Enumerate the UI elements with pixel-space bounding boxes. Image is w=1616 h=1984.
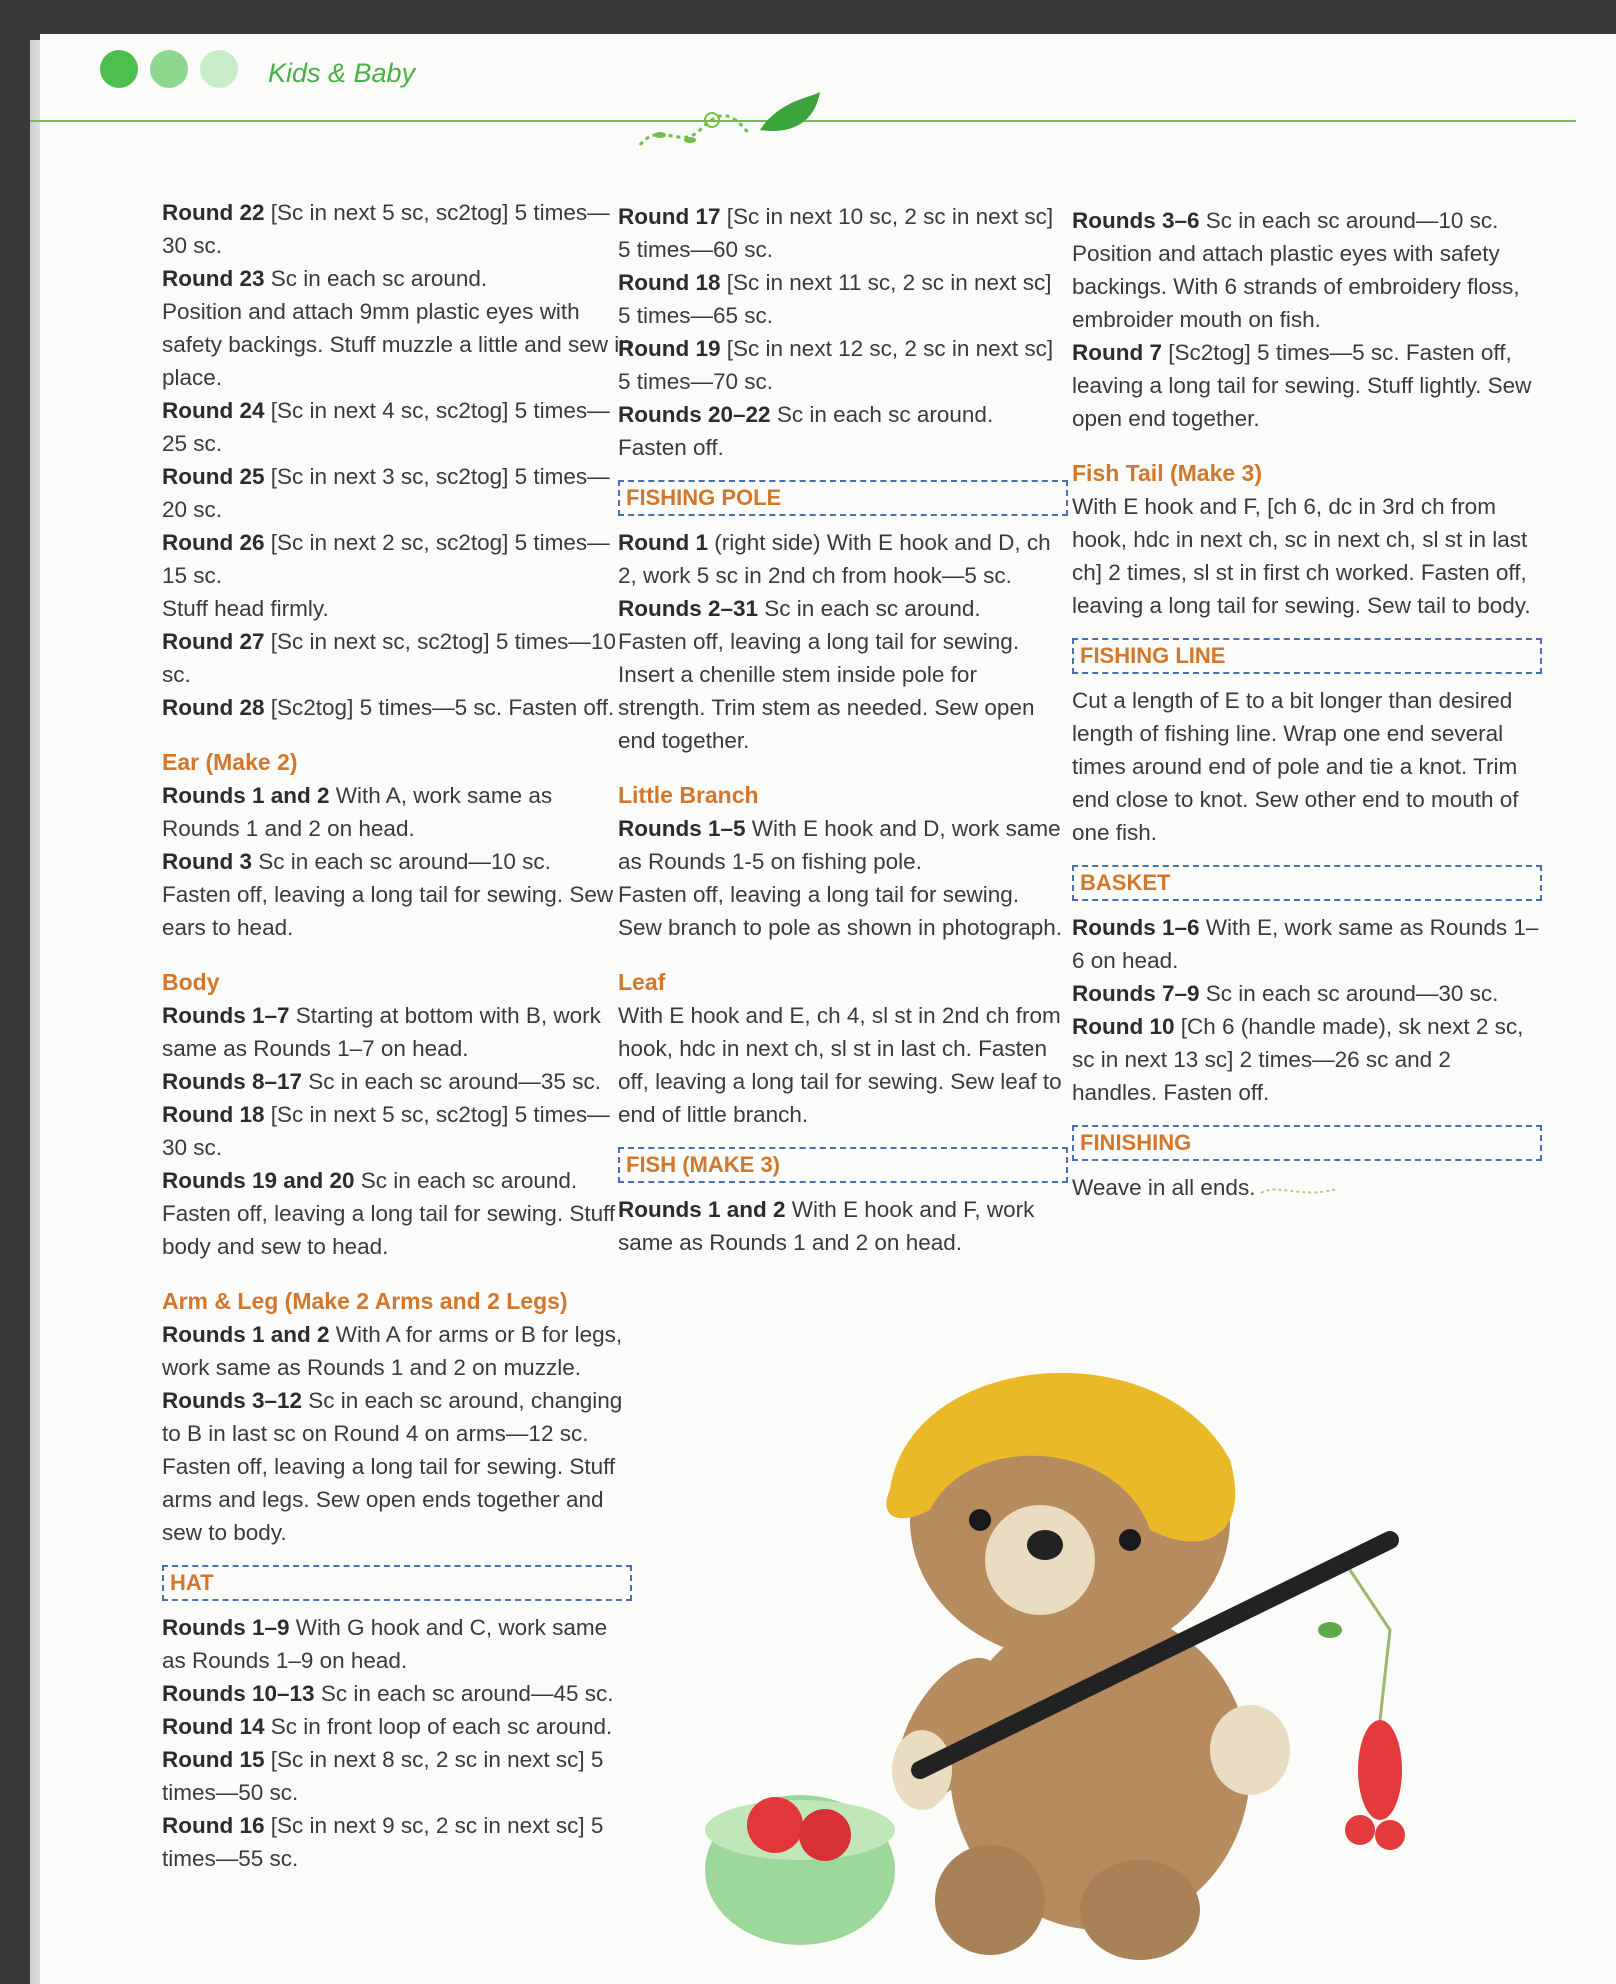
round-label: Round 1: [618, 530, 708, 555]
instruction-line: [618, 200, 1068, 266]
ear-lines: [162, 779, 632, 944]
end-vine-icon: [1259, 1179, 1339, 1199]
instruction-text: [Sc in next sc, sc2tog] 5 times—10 sc.: [162, 629, 616, 687]
instruction-line: [162, 460, 632, 526]
instruction-text: Fasten off, leaving a long tail for sewing. Stuff body and sew to head.: [162, 1201, 616, 1259]
instruction-text: [Sc in next 9 sc, 2 sc in next sc] 5 times—55 sc.: [162, 1813, 604, 1871]
instruction-text: Sc in each sc around, changing to B in last sc on Round 4 on arms—12 sc.: [162, 1388, 623, 1446]
instruction-text: With A, work same as Rounds 1 and 2 on head.: [162, 783, 553, 841]
line-lines: [1072, 684, 1542, 849]
finishing-heading: FINISHING: [1072, 1125, 1542, 1161]
round-label: Round 10: [1072, 1014, 1175, 1039]
column-2: [618, 200, 1068, 1259]
dot-2: [150, 50, 188, 88]
round-label: Round 3: [162, 849, 252, 874]
instruction-line: [162, 1384, 632, 1450]
instruction-line: [162, 691, 632, 724]
instruction-line: [162, 1809, 632, 1875]
column-1: [162, 196, 632, 1875]
instruction-text: Fasten off, leaving a long tail for sewing. Sew ears to head.: [162, 882, 614, 940]
round-label: Rounds 1–9: [162, 1615, 290, 1640]
instruction-line: [1072, 336, 1542, 435]
hat-lines: [162, 1611, 632, 1875]
instruction-line: [618, 526, 1068, 592]
instruction-text: Sc in each sc around—10 sc.: [1199, 208, 1499, 233]
instruction-text: With E hook and D, work same as Rounds 1-5 on fishing pole.: [618, 816, 1061, 874]
instruction-text: Sc in each sc around—45 sc.: [314, 1681, 614, 1706]
instruction-text: Fasten off, leaving a long tail for sewing. Sew branch to pole as shown in photograph.: [618, 882, 1063, 940]
instruction-line: [162, 1098, 632, 1164]
round-label: Round 28: [162, 695, 265, 720]
basket-lines: [1072, 911, 1542, 1109]
instruction-text: With E hook and F, [ch 6, dc in 3rd ch from hook, hdc in next ch, sc in next ch, sl st in last ch] 2 times, sl st in first ch worked. Fasten off, leaving a long tail for sewing. Sew tail to body.: [1072, 494, 1531, 618]
instruction-line: [162, 878, 632, 944]
instruction-line: [162, 196, 632, 262]
instruction-text: (right side) With E hook and D, ch 2, work 5 sc in 2nd ch from hook—5 sc.: [618, 530, 1051, 588]
pole-heading: FISHING POLE: [618, 480, 1068, 516]
instruction-line: [162, 1710, 632, 1743]
bear-photo: [690, 1330, 1450, 1970]
armleg-heading: Arm & Leg (Make 2 Arms and 2 Legs): [162, 1288, 568, 1314]
instruction-text: [Sc in next 12 sc, 2 sc in next sc] 5 times—70 sc.: [618, 336, 1054, 394]
instruction-text: [Ch 6 (handle made), sk next 2 sc, sc in next 13 sc] 2 times—26 sc and 2 handles. Fasten off.: [1072, 1014, 1524, 1105]
instruction-text: With G hook and C, work same as Rounds 1–9 on head.: [162, 1615, 608, 1673]
round-label: Round 19: [618, 336, 721, 361]
round-label: Rounds 2–31: [618, 596, 759, 621]
instruction-line: [162, 1677, 632, 1710]
instruction-text: With E hook and F, work same as Rounds 1 and 2 on head.: [618, 1197, 1035, 1255]
round-label: Round 16: [162, 1813, 265, 1838]
instruction-line: [162, 1065, 632, 1098]
round-label: Rounds 10–13: [162, 1681, 315, 1706]
branch-lines: [618, 812, 1068, 944]
instruction-line: [162, 262, 632, 295]
instruction-text: Position and attach 9mm plastic eyes with safety backings. Stuff muzzle a little and sew in place.: [162, 299, 632, 390]
instruction-line: [162, 592, 632, 625]
instruction-line: [618, 1193, 1068, 1259]
round-label: Rounds 1–5: [618, 816, 746, 841]
instruction-line: [1072, 237, 1542, 336]
round-label: Round 18: [618, 270, 721, 295]
basket-heading: BASKET: [1072, 865, 1542, 901]
round-label: Rounds 1 and 2: [162, 1322, 330, 1347]
instruction-text: Fasten off.: [618, 435, 724, 460]
round-label: Round 14: [162, 1714, 265, 1739]
instruction-line: [162, 526, 632, 592]
instruction-text: [Sc in next 8 sc, 2 sc in next sc] 5 times—50 sc.: [162, 1747, 604, 1805]
instruction-line: [1072, 684, 1542, 849]
instruction-text: With E hook and E, ch 4, sl st in 2nd ch from hook, hdc in next ch, sl st in last ch. Fasten off, leaving a long tail for sewing. Sew leaf to end of little branch.: [618, 1003, 1062, 1127]
round-label: Round 15: [162, 1747, 265, 1772]
instruction-text: Position and attach plastic eyes with safety backings. With 6 strands of embroidery floss, embroider mouth on fish.: [1072, 241, 1520, 332]
col2-lines: [618, 200, 1068, 464]
instruction-line: [618, 592, 1068, 625]
instruction-line: [618, 398, 1068, 431]
instruction-line: [618, 999, 1068, 1131]
round-label: Round 27: [162, 629, 265, 654]
instruction-line: [162, 1318, 632, 1384]
instruction-line: [162, 1611, 632, 1677]
instruction-text: Starting at bottom with B, work same as Rounds 1–7 on head.: [162, 1003, 601, 1061]
instruction-text: [Sc in next 2 sc, sc2tog] 5 times—15 sc.: [162, 530, 610, 588]
instruction-line: [1072, 1010, 1542, 1109]
instruction-line: [162, 1743, 632, 1809]
round-label: Round 18: [162, 1102, 265, 1127]
instruction-line: [618, 332, 1068, 398]
instruction-line: [162, 295, 632, 394]
pole-lines: [618, 526, 1068, 757]
instruction-line: [162, 625, 632, 691]
instruction-text: [Sc in next 11 sc, 2 sc in next sc] 5 times—65 sc.: [618, 270, 1052, 328]
hat-heading: HAT: [162, 1565, 632, 1601]
instruction-line: [1072, 911, 1542, 977]
instruction-line: [1072, 204, 1542, 237]
instruction-text: [Sc in next 10 sc, 2 sc in next sc] 5 times—60 sc.: [618, 204, 1054, 262]
vine-ornament: [600, 90, 830, 160]
body-heading: Body: [162, 969, 220, 995]
instruction-text: Fasten off, leaving a long tail for sewing. Insert a chenille stem inside pole for strength. Trim stem as needed. Sew open end together.: [618, 629, 1035, 753]
armleg-lines: [162, 1318, 632, 1549]
col3-lines: [1072, 204, 1542, 435]
branch-heading: Little Branch: [618, 782, 759, 808]
fishtail-heading: Fish Tail (Make 3): [1072, 460, 1263, 486]
round-label: Round 25: [162, 464, 265, 489]
instruction-text: Sc in each sc around.: [264, 266, 488, 291]
round-label: Round 24: [162, 398, 265, 423]
instruction-text: [Sc in next 5 sc, sc2tog] 5 times—30 sc.: [162, 200, 610, 258]
fish-lines: [618, 1193, 1068, 1259]
column-3: [1072, 204, 1542, 1204]
section-dots: [100, 50, 238, 88]
dot-1: [100, 50, 138, 88]
instruction-text: Sc in each sc around—30 sc.: [1199, 981, 1499, 1006]
round-label: Rounds 19 and 20: [162, 1168, 355, 1193]
fishtail-lines: [1072, 490, 1542, 622]
instruction-text: [Sc in next 3 sc, sc2tog] 5 times—20 sc.: [162, 464, 610, 522]
instruction-line: [162, 1197, 632, 1263]
bear-illustration: [875, 1373, 1405, 1960]
fish-heading: FISH (MAKE 3): [618, 1147, 1068, 1183]
col1-lines: [162, 196, 632, 724]
round-label: Round 7: [1072, 340, 1162, 365]
instruction-line: [162, 1450, 632, 1549]
instruction-text: Sc in each sc around—35 sc.: [302, 1069, 601, 1094]
instruction-text: Sc in each sc around.: [354, 1168, 578, 1193]
instruction-line: [162, 779, 632, 845]
instruction-text: Sc in front loop of each sc around.: [264, 1714, 613, 1739]
ear-heading: Ear (Make 2): [162, 749, 298, 775]
instruction-text: Sc in each sc around.: [770, 402, 994, 427]
body-lines: [162, 999, 632, 1263]
round-label: Rounds 7–9: [1072, 981, 1200, 1006]
round-label: Rounds 1–6: [1072, 915, 1200, 940]
section-label: Kids & Baby: [268, 58, 416, 88]
round-label: Rounds 1 and 2: [618, 1197, 786, 1222]
round-label: Round 26: [162, 530, 265, 555]
instruction-line: [1072, 490, 1542, 622]
instruction-text: With E, work same as Rounds 1–6 on head.: [1072, 915, 1539, 973]
round-label: Rounds 20–22: [618, 402, 771, 427]
round-label: Round 23: [162, 266, 265, 291]
basket-illustration: [705, 1795, 895, 1945]
instruction-text: Fasten off, leaving a long tail for sewing. Stuff arms and legs. Sew open ends together and sew to body.: [162, 1454, 616, 1545]
round-label: Rounds 3–12: [162, 1388, 303, 1413]
round-label: Rounds 8–17: [162, 1069, 303, 1094]
instruction-line: [162, 845, 632, 878]
round-label: Round 22: [162, 200, 265, 225]
instruction-line: [1072, 977, 1542, 1010]
finishing-text: Weave in all ends.: [1072, 1171, 1542, 1204]
instruction-line: [618, 812, 1068, 878]
instruction-line: [162, 394, 632, 460]
leaf-lines: [618, 999, 1068, 1131]
instruction-line: [162, 999, 632, 1065]
line-heading: FISHING LINE: [1072, 638, 1542, 674]
round-label: Rounds 1 and 2: [162, 783, 330, 808]
instruction-line: [618, 625, 1068, 757]
instruction-line: [618, 266, 1068, 332]
instruction-text: With A for arms or B for legs, work same as Rounds 1 and 2 on muzzle.: [162, 1322, 623, 1380]
instruction-text: Cut a length of E to a bit longer than desired length of fishing line. Wrap one end several times around end of pole and tie a knot. Trim end close to knot. Sew other end to mouth of one fish.: [1072, 688, 1519, 845]
instruction-line: [618, 878, 1068, 944]
instruction-line: [618, 431, 1068, 464]
instruction-text: Sc in each sc around.: [758, 596, 981, 621]
instruction-text: Sc in each sc around—10 sc.: [252, 849, 551, 874]
instruction-line: [162, 1164, 632, 1197]
instruction-text: [Sc in next 5 sc, sc2tog] 5 times—30 sc.: [162, 1102, 610, 1160]
dot-3: [200, 50, 238, 88]
instruction-text: [Sc2tog] 5 times—5 sc. Fasten off, leaving a long tail for sewing. Stuff lightly. Sew open end together.: [1072, 340, 1532, 431]
instruction-text: [Sc in next 4 sc, sc2tog] 5 times—25 sc.: [162, 398, 610, 456]
leaf-heading: Leaf: [618, 969, 666, 995]
round-label: Round 17: [618, 204, 721, 229]
instruction-text: Stuff head firmly.: [162, 596, 329, 621]
instruction-text: [Sc2tog] 5 times—5 sc. Fasten off.: [264, 695, 615, 720]
round-label: Rounds 3–6: [1072, 208, 1200, 233]
round-label: Rounds 1–7: [162, 1003, 290, 1028]
